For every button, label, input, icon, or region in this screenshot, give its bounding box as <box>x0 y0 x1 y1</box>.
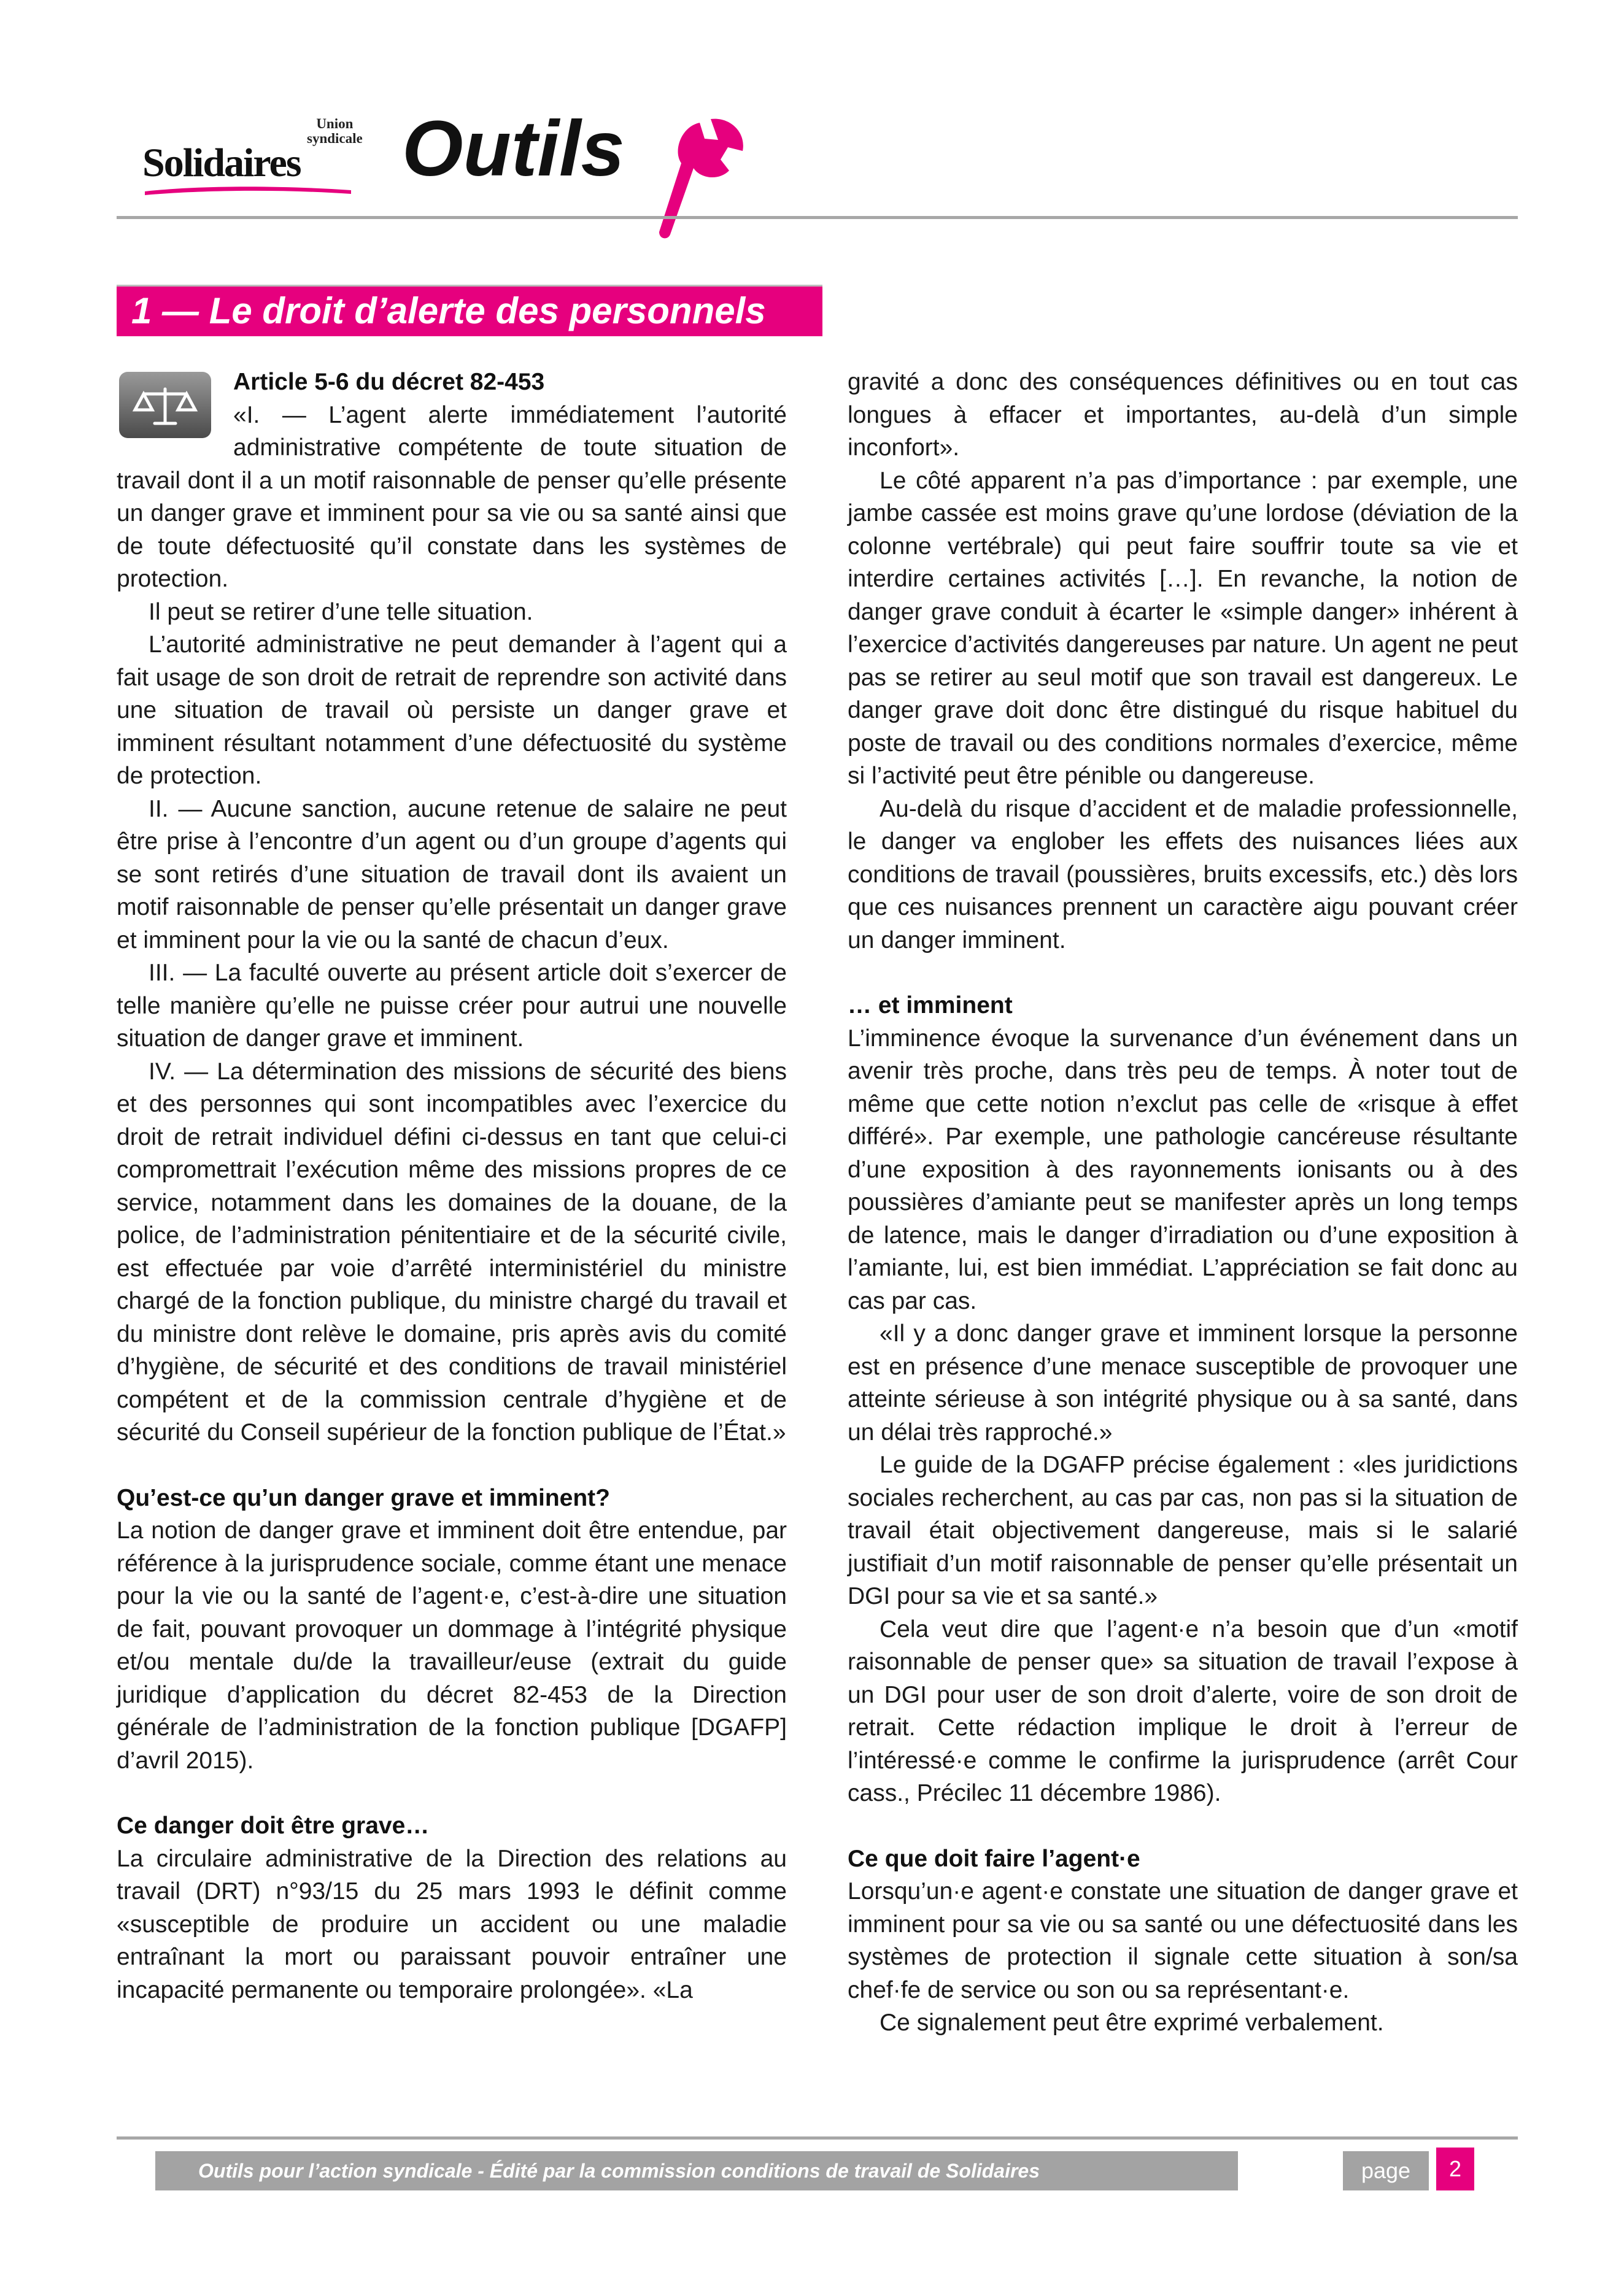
wrench-icon <box>657 114 749 243</box>
section-title-banner <box>117 285 822 336</box>
subheading-what-to-do: Ce que doit faire l’agent·e <box>848 1845 1140 1872</box>
header-divider <box>117 216 1518 219</box>
right-paragraph: L’imminence évoque la survenance d’un événement dans un avenir très proche, dans très peu de temps. À noter tout de même que cette notion n’exclut pas celle de «risque à effet différé». Par exemple, une pathologie cancéreuse résultante d’une exposition à des rayonnements ionisants ou à des poussières d’amiante peut se manifester après un long temps de latence, mais le danger d’irradiation ou d’une exposition à l’amiante, lui, est bien immédiat. L’appréciation se fait donc au cas par cas. <box>848 1025 1518 1314</box>
page-label-box <box>1343 2151 1429 2190</box>
header-title: Outils <box>402 105 625 193</box>
left-paragraph: II. — Aucune sanction, aucune retenue de salaire ne peut être prise à l’encontre d’un agent ou d’un groupe d’agents qui se sont retirés d’une situation de travail dont ils avaient un motif raisonnable de penser qu’elle présentait un danger grave et imminent pour la vie ou la santé de chacun d’eux. <box>117 795 787 953</box>
scales-of-justice-icon <box>117 366 233 464</box>
left-column <box>117 366 787 2006</box>
page-label: page <box>1361 2158 1411 2183</box>
right-paragraph: Au-delà du risque d’accident et de maladie professionnelle, le danger va englober les effets des nuisances liées aux conditions de travail (poussières, bruits excessifs, etc.) dès lors que ces nuisances prennent un caractère aigu pouvant créer un danger imminent. <box>848 795 1518 953</box>
footer-bar <box>155 2151 1238 2190</box>
right-paragraph: Lorsqu’un·e agent·e constate une situation de danger grave et imminent pour sa vie ou sa santé ou une défectuosité dans les systèmes de protection il signale cette situation à son/sa chef·fe de service ou son ou sa représentant·e. <box>848 1878 1518 2003</box>
article-heading: Article 5-6 du décret 82-453 <box>233 369 545 395</box>
logo-name: Solidaires <box>142 141 301 185</box>
left-paragraph: La circulaire administrative de la Direction des relations au travail (DRT) n°93/15 du 25 mars 1993 le définit comme «susceptible de produire un accident ou une maladie entraînant la mort ou paraissant pouvoir entraîner une incapacité permanente ou temporaire prolongée». «La <box>117 1845 787 2003</box>
left-paragraph: IV. — La détermination des missions de sécurité des biens et des personnes qui sont incompatibles avec l’exercice du droit de retrait individuel défini ci-dessus en tant que celui-ci compromettrait l’exécution même des missions propres de ce service, notamment dans les domaines de la douane, de la police, de l’administration pénitentiaire et de la sécurité civile, est effectuée par voie d’arrêté interministériel du ministre chargé de la fonction publique, du ministre chargé du travail et du ministre dont relève le domaine, pris après avis du comité d’hygiène, de sécurité et des conditions de travail ministériel compétent et de la commission centrale d’hygiène et de sécurité du Conseil supérieur de la fonction publique de l’État.» <box>117 1058 787 1446</box>
left-paragraph: Il peut se retirer d’une telle situation. <box>149 598 533 625</box>
right-column <box>848 366 1518 2040</box>
section-title: 1 — Le droit d’alerte des personnels <box>131 290 766 331</box>
left-paragraph: L’autorité administrative ne peut demander à l’agent qui a fait usage de son droit de retrait de reprendre son activité dans une situation de travail où persiste un danger grave et imminent résultant notamment d’une défectuosité du système de protection. <box>117 631 787 789</box>
right-paragraph: Ce signalement peut être exprimé verbalement. <box>880 2009 1384 2036</box>
right-paragraph: Le côté apparent n’a pas d’importance : par exemple, une jambe cassée est moins grave qu’une lordose (déviation de la colonne vertébrale) qui peut faire souffrir toute sa vie et interdire certaines activités […]. En revanche, la notion de danger grave conduit à écarter le «simple danger» inhérent à l’exercice d’activités dangereuses par nature. Un agent ne peut pas se retirer au seul motif que son travail est dangereux. Le danger grave doit donc être distingué du risque habituel du poste de travail ou des conditions normales d’exercice, même si l’activité peut être pénible ou dangereuse. <box>848 467 1518 789</box>
footer-divider <box>117 2136 1518 2140</box>
footer-text: Outils pour l’action syndicale - Édité par la commission conditions de travail de Solidaires <box>198 2160 1040 2182</box>
left-paragraph: La notion de danger grave et imminent doit être entendue, par référence à la jurisprudence sociale, comme étant une menace pour la vie ou la santé de l’agent·e, c’est-à-dire une situation de fait, pouvant provoquer un dommage à l’intégrité physique et/ou mentale du/de la travailleur/euse (extrait du guide juridique d’application du décret 82-453 de la Direction générale de l’administration de la fonction publique [DGAFP] d’avril 2015). <box>117 1517 787 1774</box>
left-paragraph: III. — La faculté ouverte au présent article doit s’exercer de telle manière qu’elle ne puisse créer pour autrui une nouvelle situation de danger grave et imminent. <box>117 960 787 1052</box>
subheading-imminent: … et imminent <box>848 992 1013 1019</box>
right-paragraph: gravité a donc des conséquences définitives ou en tout cas longues à effacer et importantes, au-delà d’un simple inconfort». <box>848 369 1518 461</box>
logo-swoosh-icon <box>144 183 352 196</box>
solidaires-logo <box>142 117 369 202</box>
page-number-box <box>1436 2148 1474 2190</box>
right-paragraph: Le guide de la DGAFP précise également : «les juridictions sociales recherchent, au cas par cas, non pas si la situation de travail était objectivement dangereuse, mais si le salarié justifiait d’un motif raisonnable de penser qu’elle présentait un DGI pour sa vie et sa santé.» <box>848 1452 1518 1609</box>
left-paragraph: «I. — L’agent alerte immédiatement l’autorité administrative compétente de toute situation de travail dont il a un motif raisonnable de penser qu’elle présente un danger grave et imminent pour sa vie ou sa santé ainsi que de toute défectuosité qu’il constate dans les systèmes de protection. <box>117 401 787 592</box>
subheading-grave: Ce danger doit être grave… <box>117 1813 430 1839</box>
right-paragraph: Cela veut dire que l’agent·e n’a besoin que d’un «motif raisonnable de penser que» sa situation de travail l’expose à un DGI pour user de son droit d’alerte, voire de son droit de retrait. Cette rédaction implique le droit à l’erreur de l’intéressé·e comme le confirme la jurisprudence (arrêt Cour cass., Précilec 11 décembre 1986). <box>848 1616 1518 1806</box>
right-paragraph: «Il y a donc danger grave et imminent lorsque la personne est en présence d’une menace susceptible de provoquer une atteinte sérieuse à son intégrité physique ou à sa santé, dans un délai très rapproché.» <box>848 1320 1518 1446</box>
page-number: 2 <box>1448 2156 1462 2181</box>
logo-union-label: Union syndicale <box>307 116 363 146</box>
subheading-danger-definition: Qu’est-ce qu’un danger grave et imminent? <box>117 1484 610 1511</box>
